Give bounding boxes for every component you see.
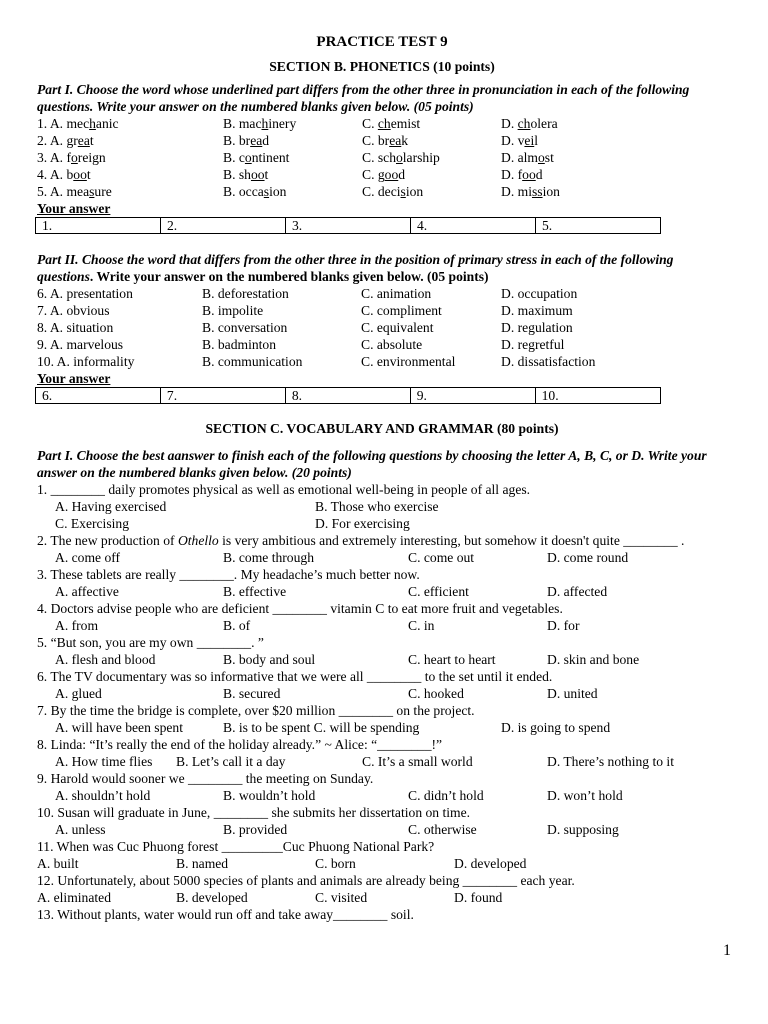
- question-stem: 13. Without plants, water would run off and take away________ soil.: [37, 907, 414, 922]
- answer-box[interactable]: 1.: [36, 218, 161, 234]
- part2-instruction: Part II. Choose the word that differs from the other three in the position of primary stress in each of the following questions. Write your answer on the numbered blanks given below. (05 points): [37, 252, 674, 284]
- question-stem: 6. The TV documentary was so informative that we were all ________ to the set until it ended.: [37, 669, 553, 684]
- options-row: A. shouldn’t hold B. wouldn’t hold C. didn’t hold D. won’t hold: [55, 788, 623, 803]
- question-row: 3. A. foreign B. continent C. scholarship D. almost: [37, 150, 554, 165]
- your-answer-label: Your answer: [37, 371, 111, 386]
- section-c-heading: SECTION C. VOCABULARY AND GRAMMAR (80 points): [205, 421, 559, 436]
- question-stem: 1. ________ daily promotes physical as well as emotional well-being in people of all ages.: [37, 482, 531, 497]
- question-stem: 12. Unfortunately, about 5000 species of plants and animals are already being ________ each year.: [37, 873, 575, 888]
- options-row: A. built B. named C. born D. developed: [37, 856, 527, 871]
- options-row: A. glued B. secured C. hooked D. united: [55, 686, 598, 701]
- page-number: 1: [723, 942, 731, 959]
- options-row: A. unless B. provided C. otherwise D. supposing: [55, 822, 619, 837]
- question-stem: 9. Harold would sooner we ________ the meeting on Sunday.: [37, 771, 374, 786]
- page-title: PRACTICE TEST 9: [316, 34, 448, 50]
- question-row: 9. A. marvelous B. badminton C. absolute D. regretful: [37, 337, 565, 352]
- question-row: 10. A. informality B. communication C. environmental D. dissatisfaction: [37, 354, 596, 369]
- answer-box[interactable]: 7.: [160, 388, 285, 404]
- question-row: 2. A. great B. bread C. break D. veil: [37, 133, 539, 148]
- options-row: A. How time flies B. Let’s call it a day C. It’s a small world D. There’s nothing to it: [55, 754, 674, 769]
- answer-table-part1: [35, 217, 661, 234]
- answer-box[interactable]: 8.: [285, 388, 410, 404]
- options-row: C. Exercising D. For exercising: [55, 516, 410, 531]
- question-stem: 11. When was Cuc Phuong forest _________Cuc Phuong National Park?: [37, 839, 435, 854]
- question-row: 8. A. situation B. conversation C. equivalent D. regulation: [37, 320, 573, 335]
- options-row: A. come off B. come through C. come out D. come round: [55, 550, 629, 565]
- question-row: 6. A. presentation B. deforestation C. animation D. occupation: [37, 286, 578, 301]
- part1-instruction: Part I. Choose the word whose underlined part differs from the other three in pronunciation in each of the following questions. Write your answer on the numbered blanks given below. (05 points): [37, 82, 690, 114]
- options-row: A. flesh and blood B. body and soul C. heart to heart D. skin and bone: [55, 652, 640, 667]
- your-answer-label: Your answer: [37, 201, 111, 216]
- options-row: A. eliminated B. developed C. visited D. found: [37, 890, 503, 905]
- worksheet-page: [37, 34, 727, 923]
- part1-questions: [37, 115, 727, 200]
- question-stem: 10. Susan will graduate in June, ________ she submits her dissertation on time.: [37, 805, 471, 820]
- question-row: 5. A. measure B. occasion C. decision D. mission: [37, 184, 560, 199]
- options-row: A. affective B. effective C. efficient D. affected: [55, 584, 608, 599]
- question-stem: 8. Linda: “It’s really the end of the holiday already.” ~ Alice: “________!”: [37, 737, 443, 752]
- question-stem: 2. The new production of Othello is very ambitious and extremely interesting, but somehow it doesn't quite ________ .: [37, 533, 685, 548]
- answer-box[interactable]: 2.: [161, 218, 286, 234]
- answer-box[interactable]: 5.: [536, 218, 661, 234]
- options-row: A. will have been spent B. is to be spent C. will be spending D. is going to spend: [55, 720, 611, 735]
- question-row: 1. A. mechanic B. machinery C. chemist D. cholera: [37, 116, 558, 131]
- answer-box[interactable]: 9.: [410, 388, 535, 404]
- question-stem: 3. These tablets are really ________. My headache’s much better now.: [37, 567, 420, 582]
- section-b-heading: SECTION B. PHONETICS (10 points): [269, 59, 495, 74]
- answer-table-part2: [35, 387, 661, 404]
- options-row: A. from B. of C. in D. for: [55, 618, 580, 633]
- answer-box[interactable]: 4.: [411, 218, 536, 234]
- answer-box[interactable]: 6.: [36, 388, 161, 404]
- question-row: 4. A. boot B. shoot C. good D. food: [37, 167, 543, 182]
- part2-questions: [37, 285, 727, 370]
- question-stem: 4. Doctors advise people who are deficient ________ vitamin C to eat more fruit and vegetables.: [37, 601, 563, 616]
- answer-box[interactable]: 10.: [535, 388, 660, 404]
- section-c-instruction: Part I. Choose the best aanswer to finish each of the following questions by choosing the letter A, B, C, or D. Write your answer on the numbered blanks given below. (20 points): [37, 448, 707, 480]
- question-row: 7. A. obvious B. impolite C. compliment D. maximum: [37, 303, 573, 318]
- answer-box[interactable]: 3.: [286, 218, 411, 234]
- question-stem: 5. “But son, you are my own ________. ”: [37, 635, 264, 650]
- options-row: A. Having exercised B. Those who exercise: [55, 499, 439, 514]
- question-stem: 7. By the time the bridge is complete, over $20 million ________ on the project.: [37, 703, 475, 718]
